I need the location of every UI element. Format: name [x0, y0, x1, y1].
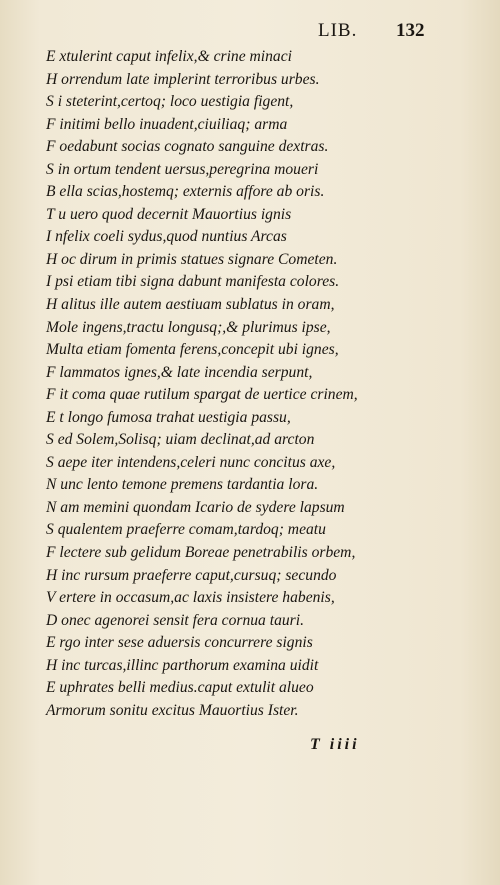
verse-line: F oedabunt socias cognato sanguine dextras.: [46, 138, 329, 156]
verse-line: V ertere in occasum,ac laxis insistere habenis,: [46, 589, 335, 607]
verse-line: S in ortum tendent uersus,peregrina moueri: [46, 160, 319, 178]
verse-line: H orrendum late implerint terroribus urbes.: [46, 70, 320, 88]
verse-line: S aepe iter intendens,celeri nunc concitus axe,: [46, 453, 336, 471]
verse-line: D onec agenorei sensit fera cornua tauri.: [46, 611, 304, 629]
verse-line: I nfelix coeli sydus,quod nuntius Arcas: [46, 228, 287, 246]
verse-line: H alitus ille autem aestiuam sublatus in oram,: [46, 296, 335, 314]
folio-number: 132: [396, 20, 425, 41]
verse-line: F lectere sub gelidum Boreae penetrabilis orbem,: [46, 544, 356, 562]
verse-line: E uphrates belli medius.caput extulit alueo: [46, 679, 314, 697]
verse-line: H oc dirum in primis statues signare Cometen.: [46, 250, 338, 268]
show-through-text: [422, 30, 482, 790]
verse-line: N unc lento temone premens tardantia lora.: [46, 476, 319, 494]
verse-line: Multa etiam fomenta ferens,concepit ubi ignes,: [46, 341, 339, 359]
running-head: LIB.: [318, 20, 358, 41]
verse-line: S qualentem praeferre comam,tardoq; meatu: [46, 521, 326, 539]
verse-line: Mole ingens,tractu longusq;,& plurimus ipse,: [46, 318, 331, 336]
signature-mark: T iiii: [310, 736, 360, 753]
verse-line: Armorum sonitu excitus Mauortius Ister.: [46, 701, 299, 719]
verse-line: T u uero quod decernit Mauortius ignis: [46, 205, 292, 223]
verse-line: E t longo fumosa trahat uestigia passu,: [46, 408, 291, 426]
verse-block: [46, 46, 426, 722]
verse-line: B ella scias,hostemq; externis affore ab oris.: [46, 183, 325, 201]
verse-line: S i steterint,certoq; loco uestigia figent,: [46, 93, 294, 111]
verse-line: N am memini quondam Icario de sydere lapsum: [46, 498, 345, 516]
verse-line: F initimi bello inuadent,ciuiliaq; arma: [46, 115, 288, 133]
verse-line: F lammatos ignes,& late incendia serpunt,: [46, 363, 313, 381]
verse-line: I psi etiam tibi signa dabunt manifesta colores.: [46, 273, 340, 291]
verse-line: S ed Solem,Solisq; uiam declinat,ad arcton: [46, 431, 315, 449]
verse-line: H inc rursum praeferre caput,cursuq; secundo: [46, 566, 337, 584]
verse-line: E xtulerint caput infelix,& crine minaci: [46, 48, 292, 65]
verse-line: E rgo inter sese aduersis concurrere signis: [46, 634, 313, 652]
verse-line: F it coma quae rutilum spargat de uertice crinem,: [46, 386, 358, 404]
verse-line: H inc turcas,illinc parthorum examina uidit: [46, 656, 319, 674]
page-header: [318, 20, 498, 44]
